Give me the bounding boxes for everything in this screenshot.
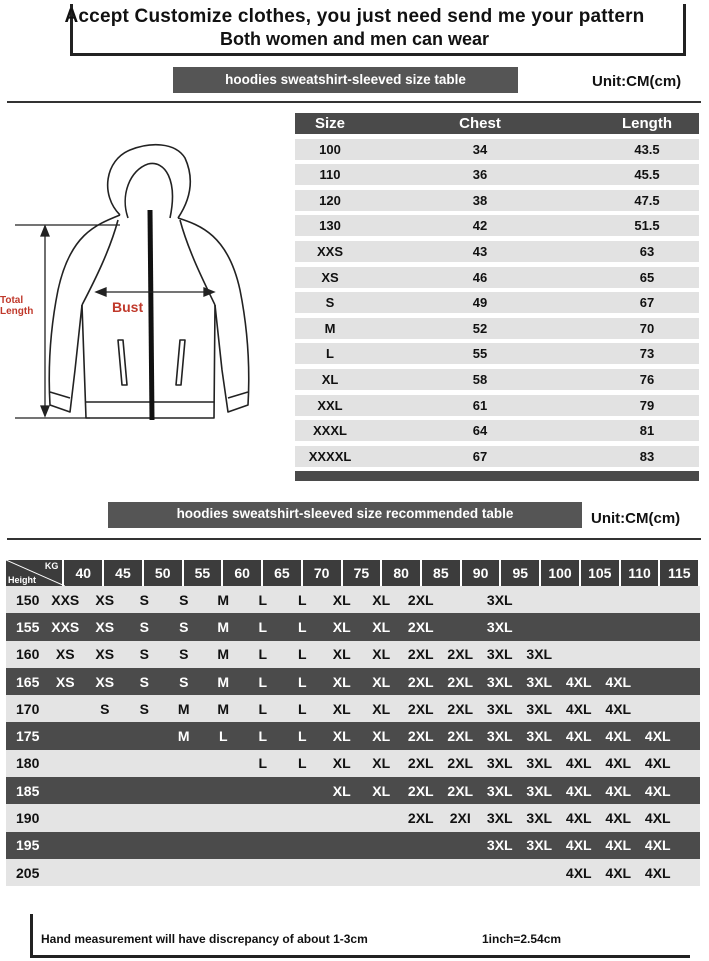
chest-cell: 64 [472,423,488,439]
size-recommend-cell [85,832,125,859]
size-recommend-cell: XL [332,673,351,690]
size-recommend-cell [125,859,165,886]
size-recommend-cell: 4XL [605,700,632,717]
size-recommend-cell [322,804,362,831]
size-recommend-cell: M [217,700,230,717]
recommend-row [6,859,700,886]
size-recommend-cell: L [258,591,268,608]
size-recommend-cell: XS [95,673,115,690]
recommend-row [6,804,700,831]
size-recommend-cell: 4XL [644,864,671,881]
size-cell: 120 [319,192,341,208]
size-recommend-cell: XL [372,618,391,635]
size-recommend-cell [46,804,86,831]
size-recommend-cell: XL [372,755,391,772]
size-recommend-cell [164,859,204,886]
weight-header-cell: 45 [104,560,142,586]
size-recommend-cell: XS [95,591,115,608]
size-recommend-cell: 2XL [447,673,474,690]
size-recommend-cell: XL [332,700,351,717]
bust-label: Bust [112,299,144,315]
size-table-unit: Unit:CM(cm) [592,73,682,90]
size-recommend-cell [638,613,678,640]
size-recommend-cell: 2XL [447,755,474,772]
size-recommend-cell: L [258,646,268,663]
size-recommend-cell: S [139,646,149,663]
size-recommend-cell: 2XL [407,700,434,717]
height-cell: 195 [16,837,40,854]
size-recommend-cell: 4XL [605,837,632,854]
size-recommend-cell [362,804,402,831]
size-recommend-cell [638,641,678,668]
weight-header-cell: 115 [660,560,698,586]
size-recommend-cell [362,859,402,886]
size-recommend-cell: 3XL [526,646,553,663]
length-cell: 47.5 [634,192,660,208]
chest-cell: 46 [472,269,488,285]
height-cell: 160 [16,646,40,663]
size-recommend-cell: 3XL [526,700,553,717]
recommend-table-unit: Unit:CM(cm) [591,510,681,527]
size-recommend-cell [243,832,283,859]
weight-header-cell: 60 [223,560,261,586]
size-recommend-cell: 4XL [605,755,632,772]
header-title: Accept Customize clothes, you just need send me your pattern [64,6,645,27]
size-row [295,369,699,390]
size-recommend-cell: XL [332,618,351,635]
size-recommend-cell: 3XL [526,673,553,690]
size-recommend-cell: M [177,700,190,717]
length-cell: 70 [639,320,655,336]
size-recommend-cell [125,777,165,804]
column-header-length: Length [622,115,672,132]
size-recommend-cell [164,750,204,777]
size-recommend-cell: L [258,673,268,690]
size-recommend-cell: 4XL [565,700,592,717]
size-recommend-cell [204,777,244,804]
length-cell: 76 [639,371,655,387]
size-recommend-cell [46,777,86,804]
size-recommend-cell [243,859,283,886]
chest-cell: 49 [472,295,488,311]
recommend-row [6,641,700,668]
size-table-header [295,113,699,134]
size-recommend-cell: 3XL [486,673,513,690]
size-recommend-cell: 4XL [565,837,592,854]
size-recommend-cell: XS [95,618,115,635]
size-recommend-cell [85,722,125,749]
size-recommend-cell: M [177,728,190,745]
length-cell: 65 [639,269,655,285]
recommend-row [6,695,700,722]
chest-cell: 52 [472,320,488,336]
size-recommend-cell [85,804,125,831]
size-recommend-cell: XL [332,591,351,608]
size-recommend-cell [125,832,165,859]
size-recommend-cell [243,804,283,831]
size-row [295,190,699,211]
size-recommend-cell [204,859,244,886]
size-recommend-cell: L [218,728,228,745]
size-cell: 130 [319,218,341,234]
size-recommend-cell: 2XL [407,755,434,772]
weight-header-cell: 105 [581,560,619,586]
recommend-row [6,750,700,777]
size-recommend-cell [480,859,520,886]
size-cell: S [325,295,335,311]
chest-cell: 34 [472,141,488,157]
size-recommend-cell: S [100,700,110,717]
size-recommend-cell [164,832,204,859]
size-row [295,343,699,364]
size-row [295,215,699,236]
size-recommend-cell: 3XL [526,755,553,772]
size-recommend-cell [164,777,204,804]
chest-cell: 43 [472,243,488,259]
size-recommend-cell [599,586,639,613]
size-recommend-cell: 4XL [644,810,671,827]
size-recommend-cell [125,750,165,777]
size-cell: XXL [317,397,343,413]
size-recommend-cell [85,750,125,777]
size-row [295,164,699,185]
size-recommend-cell [46,722,86,749]
size-recommend-cell [125,722,165,749]
size-recommend-cell [362,832,402,859]
size-recommend-cell: S [179,618,189,635]
length-cell: 73 [639,346,655,362]
height-cell: 175 [16,728,40,745]
size-recommend-cell [401,832,441,859]
chest-cell: 36 [472,167,488,183]
chest-cell: 55 [472,346,488,362]
height-cell: 165 [16,673,40,690]
size-row [295,292,699,313]
size-recommend-cell: 2XL [407,618,434,635]
size-recommend-cell: L [297,591,307,608]
size-recommend-cell: 4XL [605,728,632,745]
size-recommend-cell [204,750,244,777]
size-recommend-cell: 2XL [447,700,474,717]
size-cell: XS [321,269,339,285]
size-row [295,395,699,416]
table-corner [6,560,62,586]
column-header-size: Size [314,115,345,132]
size-recommend-cell [441,586,481,613]
size-recommend-cell: M [217,591,230,608]
weight-header-cell: 70 [303,560,341,586]
size-recommend-cell: 2XI [449,810,471,827]
size-row [295,420,699,441]
size-recommend-cell: 4XL [565,864,592,881]
size-row [295,267,699,288]
size-row [295,318,699,339]
size-recommend-cell: XL [372,591,391,608]
size-recommend-cell: 3XL [526,810,553,827]
size-recommend-cell: 4XL [644,837,671,854]
size-recommend-cell [283,859,323,886]
size-cell: XXXXL [308,448,352,464]
size-recommend-cell: 3XL [486,755,513,772]
weight-header-cell: 65 [263,560,301,586]
size-recommend-cell [401,859,441,886]
size-cell: XXXL [313,423,347,439]
recommend-row [6,586,700,613]
size-recommend-cell: S [179,673,189,690]
size-row [295,446,699,467]
weight-header-cell: 95 [501,560,539,586]
size-recommend-cell [46,859,86,886]
size-cell: L [326,346,334,362]
size-recommend-cell: S [139,700,149,717]
size-recommend-cell: XL [372,700,391,717]
size-recommend-cell: L [297,646,307,663]
size-recommend-cell: 4XL [605,673,632,690]
size-row [295,139,699,160]
weight-header-cell: 55 [184,560,222,586]
size-recommend-cell: 4XL [605,782,632,799]
chest-cell: 42 [472,218,488,234]
size-recommend-cell: L [258,755,268,772]
size-recommend-cell [559,641,599,668]
size-recommend-cell [599,613,639,640]
size-recommend-cell [638,695,678,722]
size-recommend-cell: 4XL [644,728,671,745]
size-recommend-cell: S [139,673,149,690]
size-recommend-cell [322,832,362,859]
size-recommend-cell: 3XL [486,700,513,717]
size-recommend-cell: M [217,618,230,635]
column-header-chest: Chest [459,115,501,132]
size-recommend-cell [283,832,323,859]
size-recommend-cell: 2XL [447,782,474,799]
header-subtitle: Both women and men can wear [219,29,490,49]
size-table-banner: hoodies sweatshirt-sleeved size table [173,67,518,93]
size-recommend-cell: L [297,700,307,717]
weight-header-cell: 75 [343,560,381,586]
length-cell: 51.5 [634,218,660,234]
size-recommend-cell [441,613,481,640]
size-recommend-cell: 4XL [565,755,592,772]
size-recommend-cell [46,832,86,859]
size-recommend-cell [559,613,599,640]
size-recommend-cell: XL [372,782,391,799]
size-recommend-cell: L [258,618,268,635]
size-recommend-cell: XL [332,782,351,799]
size-recommend-cell: 3XL [486,591,513,608]
size-recommend-cell [322,859,362,886]
size-recommend-cell [283,777,323,804]
height-cell: 150 [16,591,40,608]
corner-kg-label: KG [44,561,59,571]
size-recommend-cell: XL [372,646,391,663]
size-recommend-cell: XL [372,673,391,690]
size-recommend-cell [204,832,244,859]
weight-header-cell: 80 [382,560,420,586]
height-cell: 180 [16,755,40,772]
weight-header-cell: 100 [541,560,579,586]
size-recommend-cell: 3XL [526,728,553,745]
divider [7,538,701,540]
length-cell: 79 [639,397,655,413]
size-recommend-cell [283,804,323,831]
size-cell: 110 [319,167,341,183]
size-recommend-cell [520,586,560,613]
inch-conversion: 1inch=2.54cm [482,932,562,946]
measurement-note: Hand measurement will have discrepancy of about 1-3cm [41,932,368,946]
size-recommend-cell [85,777,125,804]
chest-cell: 61 [472,397,488,413]
size-table [295,113,699,481]
length-cell: 83 [639,448,655,464]
height-cell: 190 [16,810,40,827]
size-recommend-cell [520,859,560,886]
weight-header-cell: 50 [144,560,182,586]
recommend-row [6,722,700,749]
size-table-footer-bar [295,471,699,481]
size-recommend-cell: 4XL [605,864,632,881]
height-cell: 185 [16,782,40,799]
size-recommend-cell: 3XL [486,618,513,635]
size-recommend-cell: 3XL [486,782,513,799]
size-recommend-cell: 3XL [526,837,553,854]
size-recommend-cell: XXS [51,591,80,608]
length-cell: 67 [639,295,655,311]
size-recommend-cell: L [258,700,268,717]
size-recommend-cell: 4XL [565,673,592,690]
height-cell: 205 [16,864,40,881]
size-recommend-cell [441,832,481,859]
size-recommend-cell [46,750,86,777]
recommend-row [6,832,700,859]
recommend-table-banner: hoodies sweatshirt-sleeved size recommended table [108,502,582,528]
size-recommend-cell: M [217,673,230,690]
hoodie-diagram [0,140,290,430]
size-recommend-cell: 3XL [486,837,513,854]
size-recommend-cell: L [297,728,307,745]
size-recommend-cell: 3XL [486,728,513,745]
size-recommend-cell [85,859,125,886]
size-recommend-cell: L [297,755,307,772]
size-recommend-cell: 4XL [605,810,632,827]
size-recommend-cell [599,641,639,668]
size-recommend-cell: L [297,618,307,635]
size-recommend-cell [125,804,165,831]
size-recommend-cell: L [297,673,307,690]
size-recommend-cell: 2XL [407,673,434,690]
size-recommend-cell: L [258,728,268,745]
size-recommend-cell: 2XL [407,728,434,745]
recommend-row [6,777,700,804]
size-recommend-cell: XL [332,755,351,772]
size-recommend-cell: 4XL [644,755,671,772]
size-recommend-cell: S [179,646,189,663]
weight-header-cell: 40 [64,560,102,586]
size-recommend-cell: 3XL [486,646,513,663]
size-recommend-cell: 2XL [407,591,434,608]
size-recommend-cell: S [139,618,149,635]
size-recommend-cell [638,668,678,695]
length-cell: 63 [639,243,655,259]
recommend-table [6,560,700,886]
recommend-row [6,613,700,640]
size-recommend-cell: 2XL [407,646,434,663]
size-recommend-cell [243,777,283,804]
size-cell: M [324,320,336,336]
weight-header-cell: 85 [422,560,460,586]
size-recommend-cell [46,695,86,722]
size-recommend-cell: 3XL [486,810,513,827]
size-recommend-cell [441,859,481,886]
size-recommend-cell [520,613,560,640]
recommend-table-header [6,560,700,586]
size-recommend-cell: XL [332,646,351,663]
size-recommend-cell: 2XL [447,646,474,663]
size-recommend-cell: XS [55,646,75,663]
size-recommend-cell: XL [372,728,391,745]
total-length-label: Total Length [0,295,34,317]
size-recommend-cell: 2XL [407,810,434,827]
size-recommend-cell: XS [95,646,115,663]
size-recommend-cell [559,586,599,613]
size-recommend-cell: 4XL [565,810,592,827]
length-cell: 43.5 [634,141,660,157]
size-recommend-cell: S [139,591,149,608]
weight-header-cell: 110 [621,560,659,586]
recommend-row [6,668,700,695]
weight-header-cell: 90 [462,560,500,586]
size-recommend-cell: XXS [51,618,80,635]
size-cell: XXS [316,243,343,259]
size-recommend-cell: 2XL [447,728,474,745]
length-cell: 45.5 [634,167,660,183]
corner-height-label: Height [8,575,36,585]
size-recommend-cell: XL [332,728,351,745]
size-cell: XL [321,371,339,387]
size-recommend-cell: 4XL [565,782,592,799]
height-cell: 170 [16,700,40,717]
chest-cell: 67 [472,448,488,464]
size-recommend-cell [204,804,244,831]
size-cell: 100 [319,141,341,157]
divider [7,101,701,103]
size-row [295,241,699,262]
size-recommend-cell: XS [55,673,75,690]
height-cell: 155 [16,618,40,635]
size-recommend-cell: M [217,646,230,663]
size-recommend-cell: 2XL [407,782,434,799]
size-recommend-cell: 4XL [644,782,671,799]
chest-cell: 38 [472,192,488,208]
length-cell: 81 [639,423,655,439]
size-recommend-cell: S [179,591,189,608]
chest-cell: 58 [472,371,488,387]
size-recommend-cell [164,804,204,831]
size-recommend-cell [638,586,678,613]
size-recommend-cell: 4XL [565,728,592,745]
size-recommend-cell: 3XL [526,782,553,799]
